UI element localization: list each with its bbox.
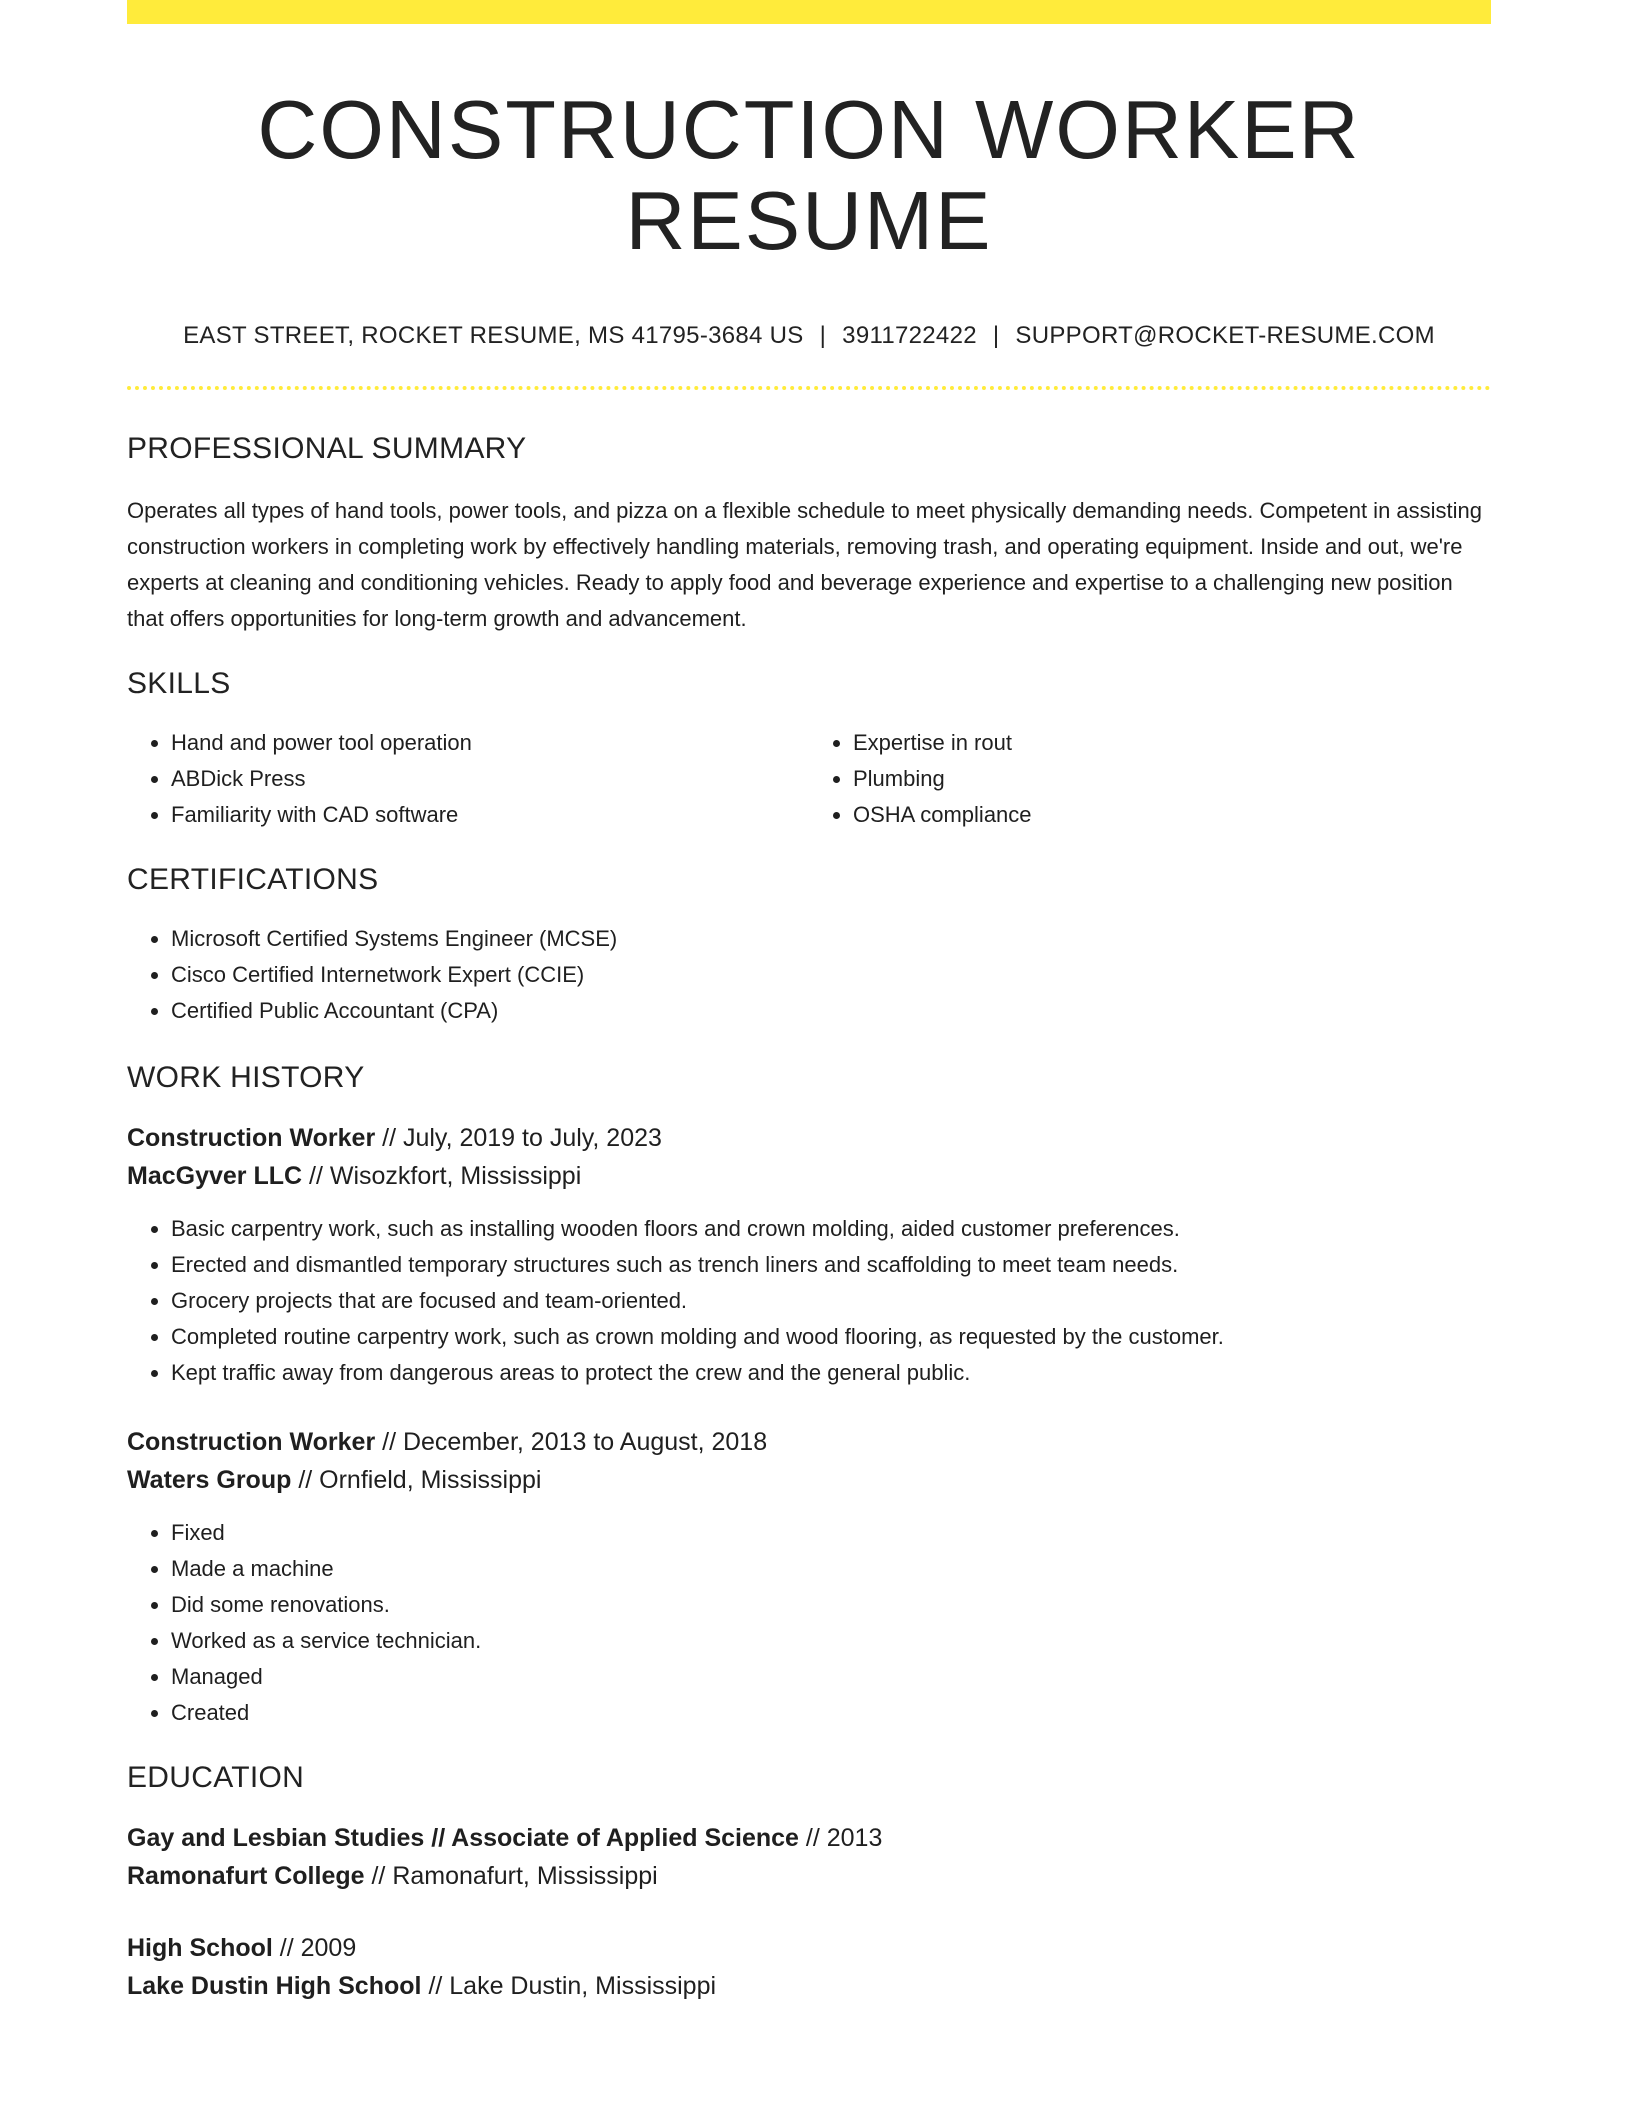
job-role: Construction Worker <box>127 1123 376 1152</box>
skill-item: • Plumbing <box>853 761 1491 797</box>
job-bullet: • Grocery projects that are focused and team-oriented. <box>171 1283 1491 1319</box>
job-bullet: • Erected and dismantled temporary structures such as trench liners and scaffolding to meet team needs. <box>171 1247 1491 1283</box>
job-bullet: • Did some renovations. <box>171 1587 1491 1623</box>
job-bullet: • Basic carpentry work, such as installing wooden floors and crown molding, aided customer preferences. <box>171 1211 1491 1247</box>
job-dates: // July, 2019 to July, 2023 <box>382 1123 662 1152</box>
job-bullets-1 <box>127 1211 1491 1391</box>
education-school: Ramonafurt College <box>127 1861 365 1890</box>
job-entry-2 <box>127 1423 1491 1499</box>
job-company: MacGyver LLC <box>127 1161 303 1190</box>
education-year: // 2009 <box>279 1933 357 1962</box>
skill-item: • Hand and power tool operation <box>171 725 809 761</box>
contact-email: SUPPORT@ROCKET-RESUME.COM <box>1015 321 1435 349</box>
job-company-line <box>127 1461 1491 1499</box>
contact-phone: 3911722422 <box>842 321 977 349</box>
education-school: Lake Dustin High School <box>127 1971 422 2000</box>
certifications-heading: CERTIFICATIONS <box>127 862 379 896</box>
job-role: Construction Worker <box>127 1427 376 1456</box>
education-location: // Ramonafurt, Mississippi <box>371 1861 658 1890</box>
education-school-line <box>127 1857 1491 1895</box>
skill-item: • Familiarity with CAD software <box>171 797 809 833</box>
certification-item: • Certified Public Accountant (CPA) <box>171 993 1491 1029</box>
education-location: // Lake Dustin, Mississippi <box>428 1971 717 2000</box>
education-heading: EDUCATION <box>127 1760 305 1794</box>
job-entry-1 <box>127 1119 1491 1195</box>
job-location: // Ornfield, Mississippi <box>298 1465 542 1494</box>
dotted-divider <box>127 386 1491 390</box>
job-bullet: • Created <box>171 1695 1491 1731</box>
job-bullet: • Completed routine carpentry work, such as crown molding and wood flooring, as requested by the customer. <box>171 1319 1491 1355</box>
contact-separator: | <box>819 321 827 349</box>
work-history-heading: WORK HISTORY <box>127 1060 365 1094</box>
skill-item: • Expertise in rout <box>853 725 1491 761</box>
job-bullet: • Kept traffic away from dangerous areas to protect the crew and the general public. <box>171 1355 1491 1391</box>
education-degree: High School <box>127 1933 273 1962</box>
job-dates: // December, 2013 to August, 2018 <box>382 1427 768 1456</box>
skills-list-left <box>127 725 809 833</box>
job-company: Waters Group <box>127 1465 292 1494</box>
skills-grid <box>127 725 1491 833</box>
education-school-line <box>127 1967 1491 2005</box>
job-bullet: • Fixed <box>171 1515 1491 1551</box>
contact-line <box>127 322 1491 350</box>
job-bullet: • Worked as a service technician. <box>171 1623 1491 1659</box>
job-bullet: • Made a machine <box>171 1551 1491 1587</box>
certification-item: • Microsoft Certified Systems Engineer (MCSE) <box>171 921 1491 957</box>
skill-item: • OSHA compliance <box>853 797 1491 833</box>
certifications-list <box>127 921 1491 1029</box>
job-role-line <box>127 1119 1491 1157</box>
education-degree-line <box>127 1819 1491 1857</box>
contact-address: EAST STREET, ROCKET RESUME, MS 41795-3684 US <box>183 321 804 349</box>
certification-item: • Cisco Certified Internetwork Expert (CCIE) <box>171 957 1491 993</box>
education-degree: Gay and Lesbian Studies // Associate of Applied Science <box>127 1823 799 1852</box>
job-company-line <box>127 1157 1491 1195</box>
resume-page <box>127 0 1491 2005</box>
job-bullets-2 <box>127 1515 1491 1731</box>
summary-heading: PROFESSIONAL SUMMARY <box>127 431 527 465</box>
skills-heading: SKILLS <box>127 666 231 700</box>
job-role-line <box>127 1423 1491 1461</box>
summary-text: Operates all types of hand tools, power tools, and pizza on a flexible schedule to meet physically demanding needs. Competent in assisting construction workers in completing work by effectively handling materials, removing trash, and operating equipment. Inside and out, we're experts at cleaning and conditioning vehicles. Ready to apply food and beverage experience and expertise to a challenging new position that offers opportunities for long-term growth and advancement. <box>127 497 1483 631</box>
education-degree-line <box>127 1929 1491 1967</box>
education-entry-2 <box>127 1929 1491 2005</box>
education-entry-1 <box>127 1819 1491 1895</box>
job-location: // Wisozkfort, Mississippi <box>309 1161 582 1190</box>
accent-bar <box>127 0 1491 24</box>
job-bullet: • Managed <box>171 1659 1491 1695</box>
contact-separator: | <box>992 321 1000 349</box>
skill-item: • ABDick Press <box>171 761 809 797</box>
skills-list-right <box>809 725 1491 833</box>
education-year: // 2013 <box>805 1823 883 1852</box>
resume-title: CONSTRUCTION WORKER RESUME <box>257 83 1361 268</box>
